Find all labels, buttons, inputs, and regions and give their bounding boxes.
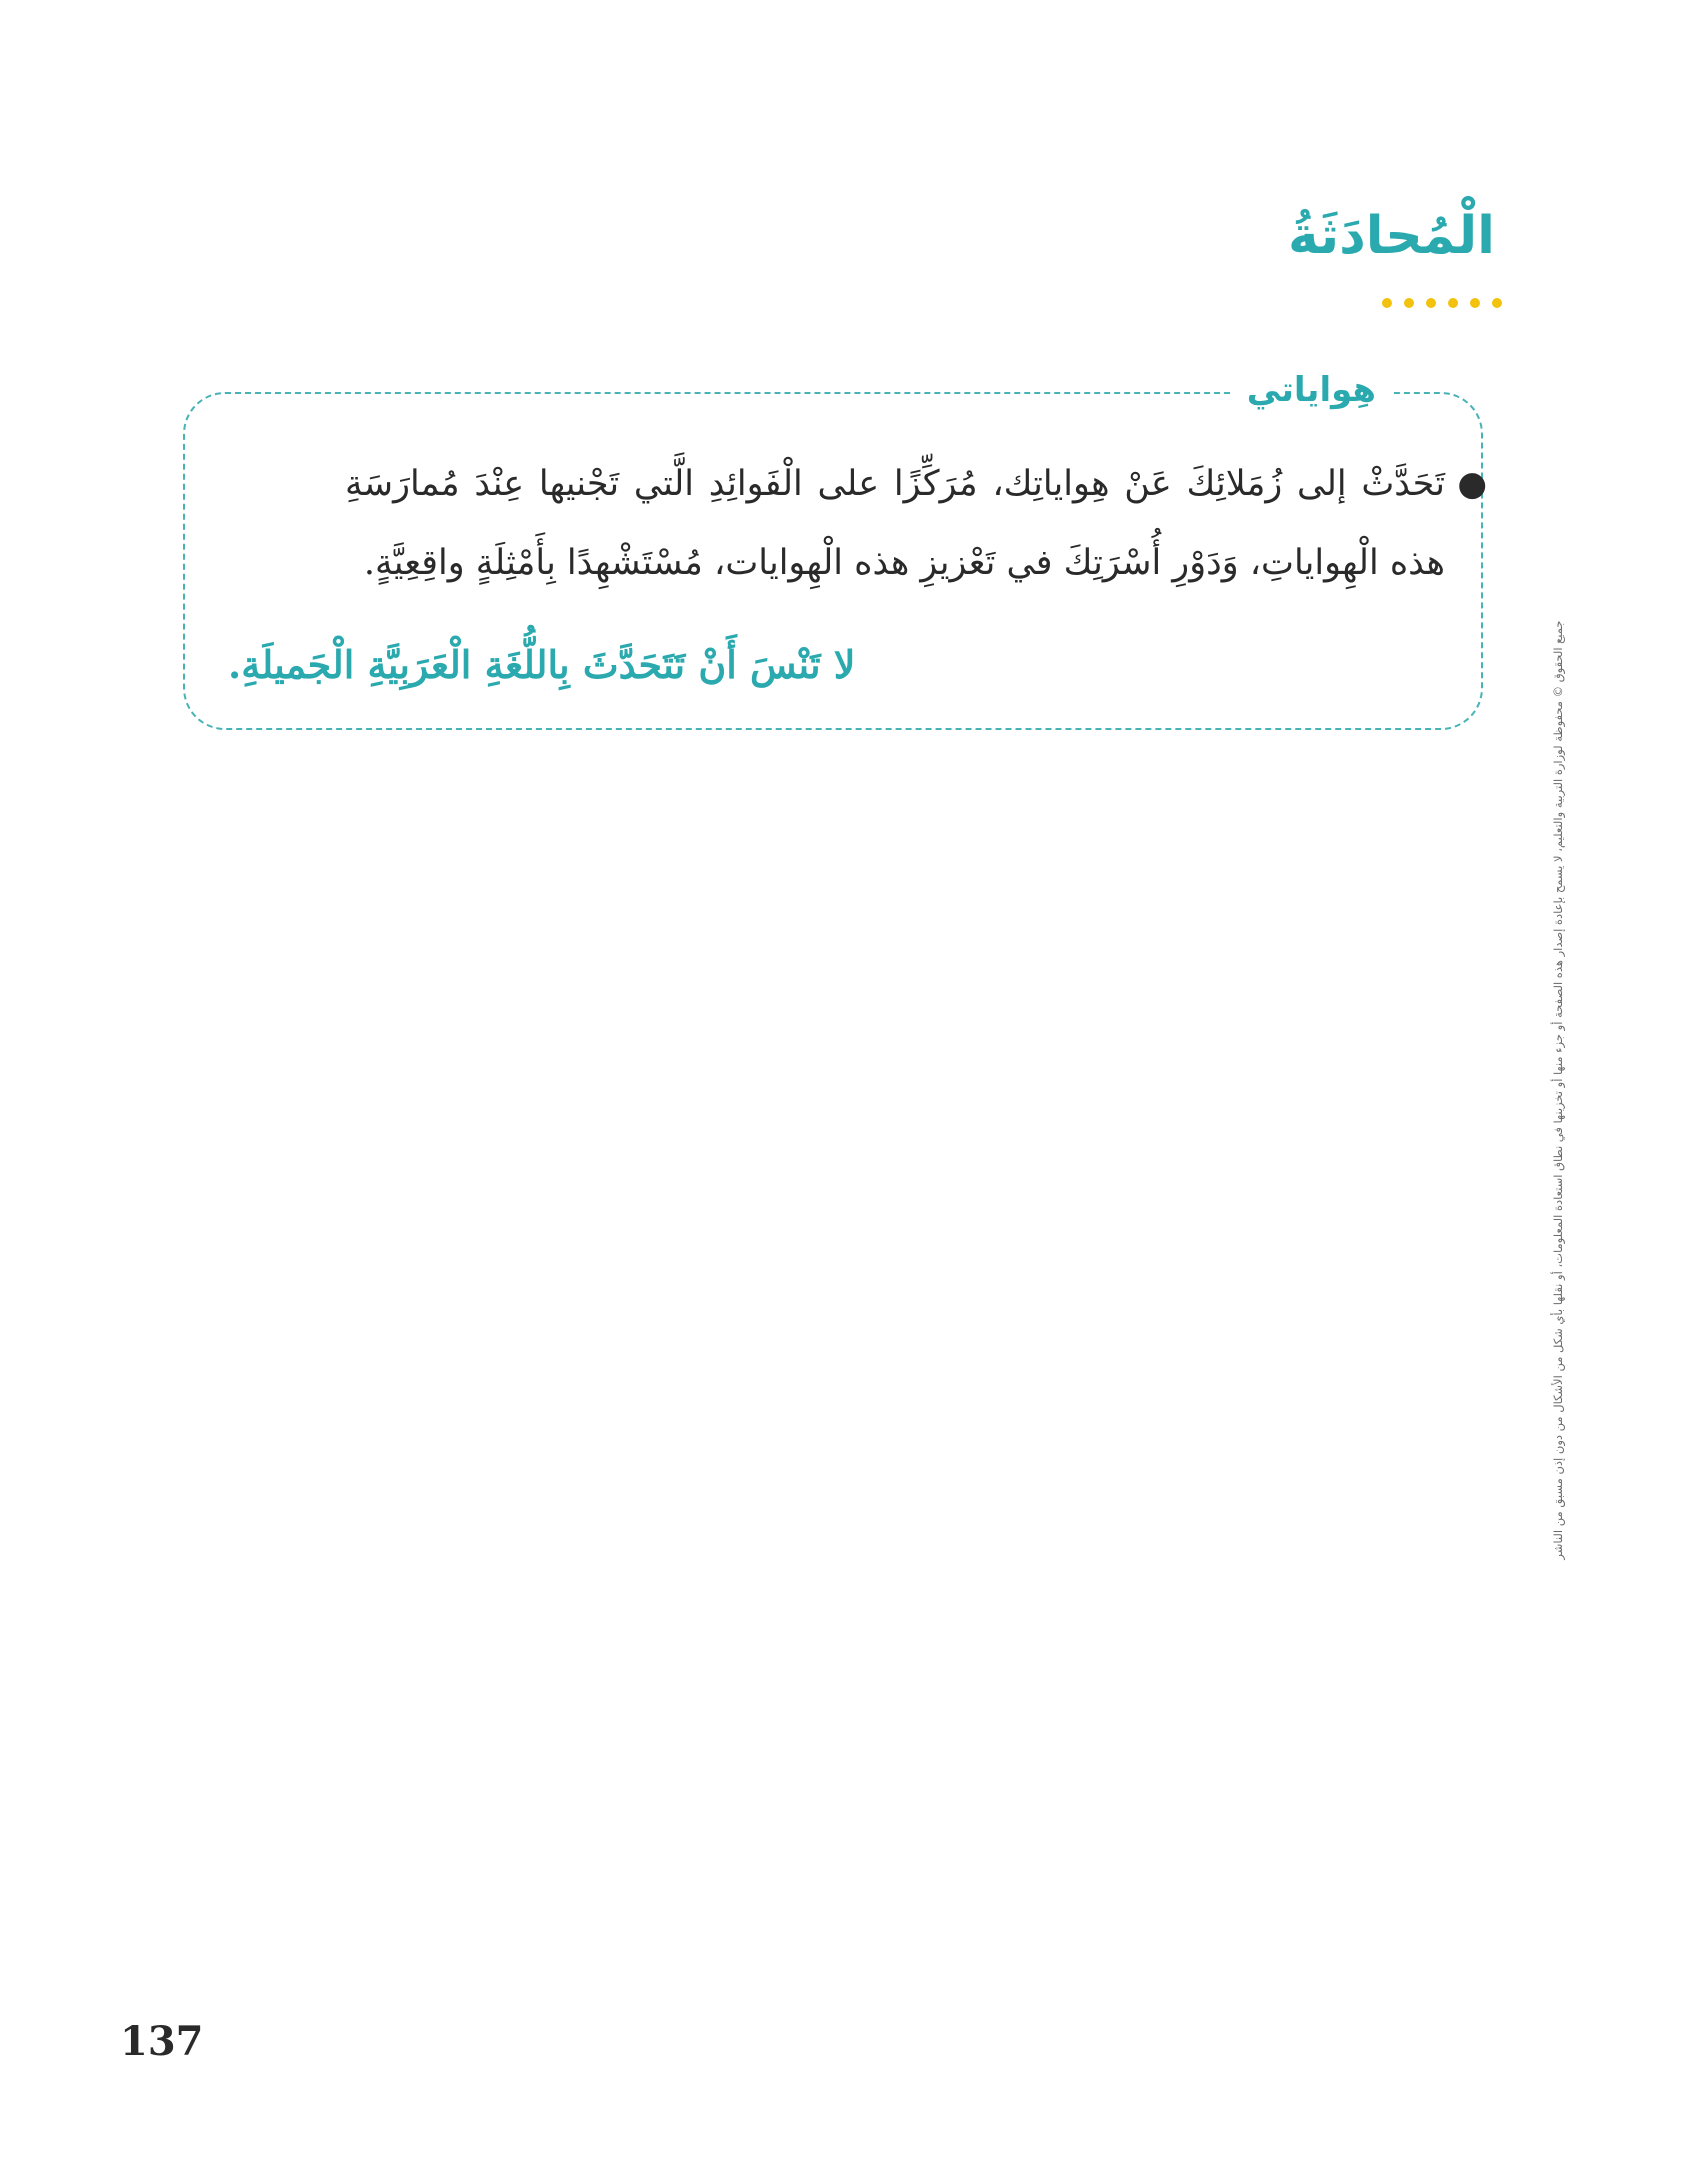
dot-divider-icon [1492,298,1502,308]
bullet-icon: ● [1457,464,1487,504]
section-title: الْمُحادَثَةُ [1288,206,1495,266]
dot-divider-icon [1404,298,1414,308]
activity-reminder: لا تَنْسَ أَنْ تَتَحَدَّثَ بِاللُّغَةِ الْعَرَبِيَّةِ الْجَميلَةِ. [228,642,856,687]
title-dots-divider [1382,298,1502,308]
dot-divider-icon [1448,298,1458,308]
activity-instruction-block [345,445,1487,603]
activity-label: هِواياتي [1233,368,1390,412]
dot-divider-icon [1382,298,1392,308]
activity-instruction: تَحَدَّثْ إلى زُمَلائِكَ عَنْ هِواياتِك، مُرَكِّزًا على الْفَوائِدِ الَّتي تَجْنيها عِنْدَ مُمارَسَةِ هذه الْهِواياتِ، وَدَوْرِ أُسْرَتِكَ في تَعْزيزِ هذه الْهِوايات، مُسْتَشْهِدًا بِأَمْثِلَةٍ واقِعِيَّةٍ. [345,464,1445,583]
dot-divider-icon [1426,298,1436,308]
copyright-side-note: جميع الحقوق © محفوظة لوزارة التربية والتعليم، لا يسمح بإعادة إصدار هذه الصفحة أو جزء منها أو تخزينها في نطاق استعادة المعلومات، أو نقلها بأي شكل من الأشكال من دون إذن مسبق من الناشر [1551,620,1565,1560]
page-number: 137 [120,2018,204,2065]
dot-divider-icon [1470,298,1480,308]
